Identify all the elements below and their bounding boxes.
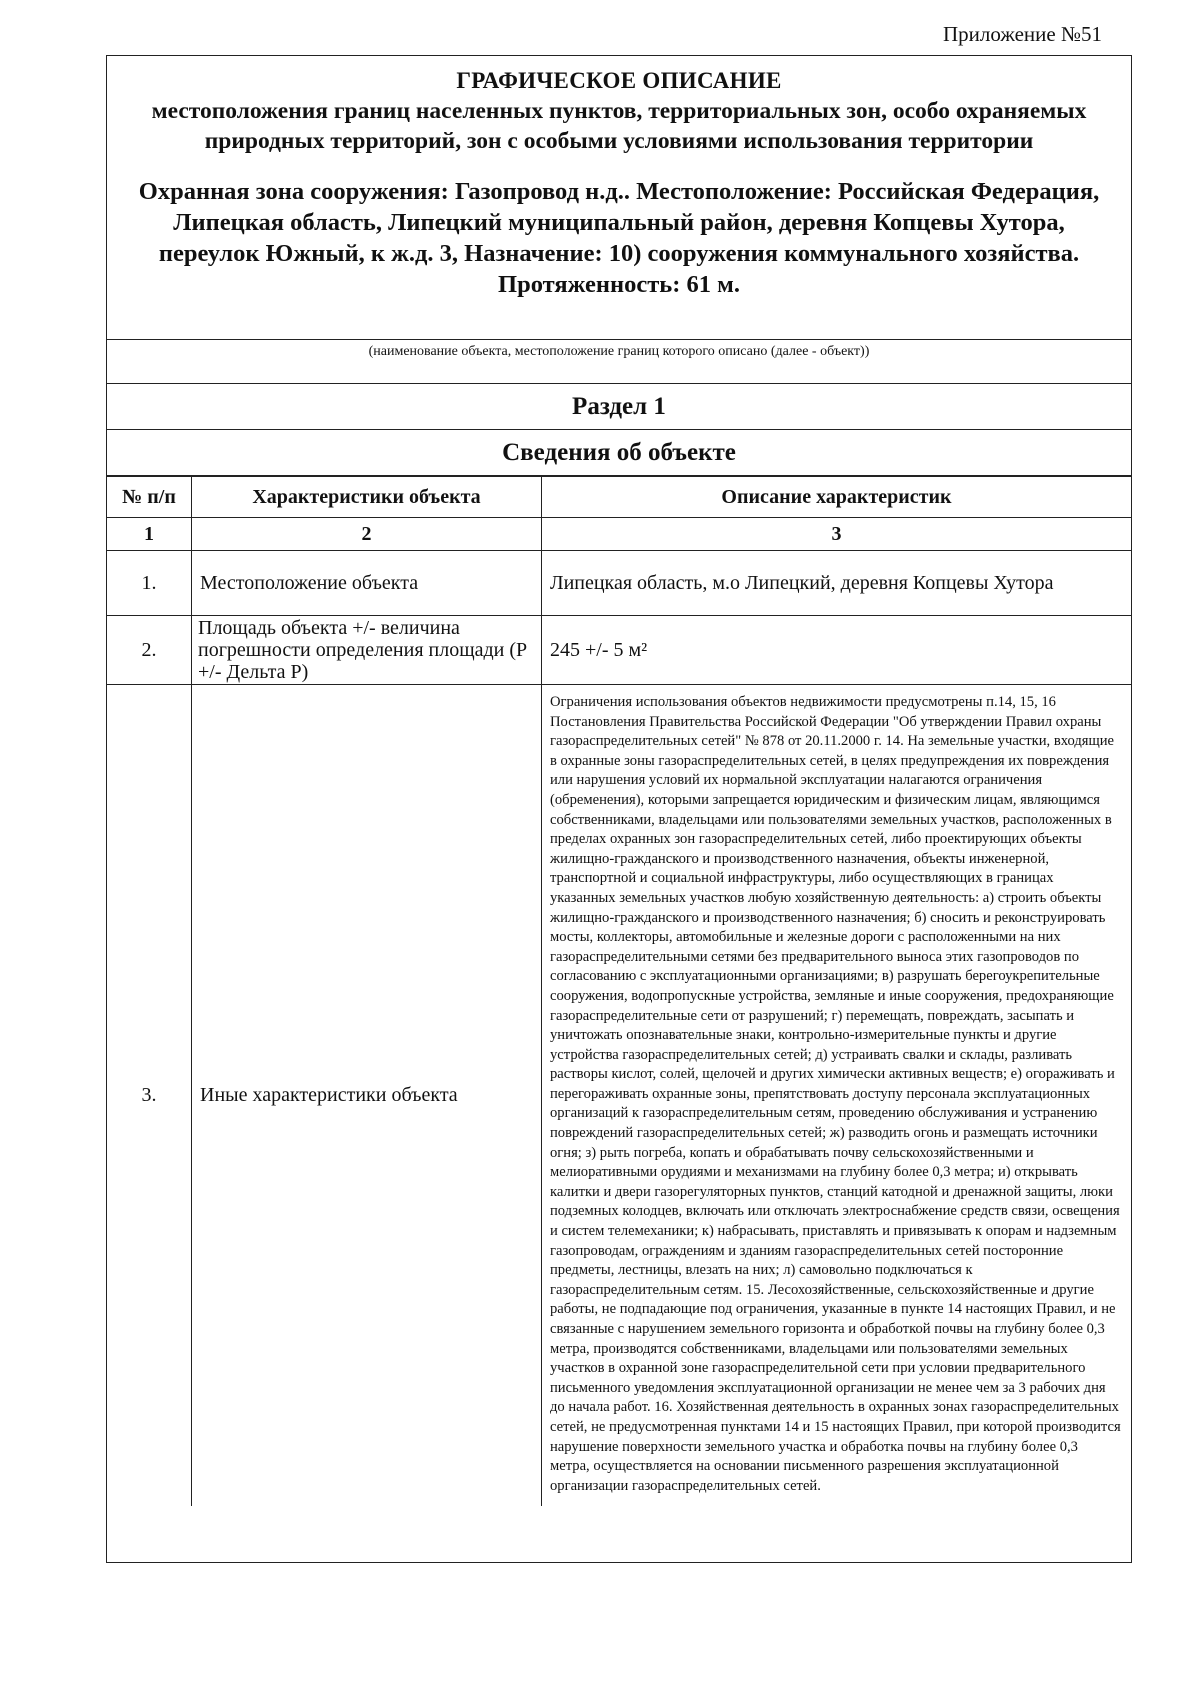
row-characteristic: Иные характеристики объекта [200, 1084, 458, 1107]
section-subtitle: Сведения об объекте [107, 430, 1131, 476]
document-title: ГРАФИЧЕСКОЕ ОПИСАНИЕ [456, 68, 782, 93]
object-caption: (наименование объекта, местоположение границ которого описано (далее - объект)) [107, 340, 1131, 384]
row-number: 3. [107, 685, 192, 1507]
header-number: № п/п [107, 477, 192, 518]
table-row [107, 616, 1131, 685]
document-subtitle: местоположения границ населенных пунктов, территориальных зон, особо охраняемых природных территорий, зон с особыми условиями использования территории [151, 98, 1087, 154]
table-header-row [107, 477, 1131, 518]
row-characteristic: Площадь объекта +/- величина погрешности определения площади (P +/- Дельта P) [198, 617, 527, 683]
header-description: Описание характеристик [542, 477, 1132, 518]
row-characteristic: Местоположение объекта [200, 571, 419, 594]
row-value: 245 +/- 5 м² [550, 638, 648, 661]
table-column-numbers [107, 518, 1131, 551]
header-characteristic: Характеристики объекта [192, 477, 542, 518]
column-number-1: 1 [107, 518, 192, 551]
column-number-2: 2 [192, 518, 542, 551]
document-header [107, 56, 1131, 340]
characteristics-table [107, 476, 1131, 1506]
table-row [107, 685, 1131, 1507]
row-number: 2. [107, 616, 192, 685]
section-title: Раздел 1 [107, 384, 1131, 430]
row-value: Ограничения использования объектов недвижимости предусмотрены п.14, 15, 16 Постановления Правительства Российской Федерации "Об утверждении Правил охраны газораспределительных сетей" № 878 от 20.11.2000 г. 14. На земельные участки, входящие в охранные зоны газораспределительных сетей, в целях предупреждения их повреждения или нарушения условий их нормальной эксплуатации налагаются ограничения (обременения), которыми запрещается юридическим и физическим лицам, являющимся собственниками, владельцами или пользователями земельных участков, расположенных в пределах охранных зон газораспределительных сетей, либо проектирующих объекты жилищно-гражданского и производственного назначения, объекты инженерной, транспортной и социальной инфраструктуры, либо осуществляющих в границах указанных земельных участков любую хозяйственную деятельность: а) строить объекты жилищно-гражданского и производственного назначения; б) сносить и реконструировать мосты, коллекторы, автомобильные и железные дороги с расположенными на них газораспределительными сетями без предварительного выноса этих газопроводов по согласованию с эксплуатационными организациями; в) разрушать берегоукрепительные сооружения, водопропускные устройства, земляные и иные сооружения, предохраняющие газораспределительные сети от разрушений; г) перемещать, повреждать, засыпать и уничтожать опознавательные знаки, контрольно-измерительные пункты и другие устройства газораспределительных сетей; д) устраивать свалки и склады, разливать растворы кислот, солей, щелочей и других химически активных веществ; е) огораживать и перегораживать охранные зоны, препятствовать доступу персонала эксплуатационных организаций к газораспределительным сетям, проведению обслуживания и устранению повреждений газораспределительных сетей; ж) разводить огонь и размещать источники огня; з) рыть погреба, копать и обрабатывать почву сельскохозяйственными и мелиоративными орудиями и механизмами на глубину более 0,3 метра; и) открывать калитки и двери газорегуляторных пунктов, станций катодной и дренажной защиты, люки подземных колодцев, включать или отключать электроснабжение средств связи, освещения и систем телемеханики; к) набрасывать, приставлять и привязывать к опорам и надземным газопроводам, ограждениям и зданиям газораспределительных сетей посторонние предметы, лестницы, влезать на них; л) самовольно подключаться к газораспределительным сетям. 15. Лесохозяйственные, сельскохозяйственные и другие работы, не подпадающие под ограничения, указанные в пункте 14 настоящих Правил, и не связанные с нарушением земельного горизонта и обработкой почвы на глубину более 0,3 метра, производятся собственниками, владельцами или пользователями земельных участков в охранной зоне газораспределительной сети при условии предварительного письменного уведомления эксплуатационной организации не менее чем за 3 рабочих дня до начала работ. 16. Хозяйственная деятельность в охранных зонах газораспределительных сетей, не предусмотренная пунктами 14 и 15 настоящих Правил, при которой производится нарушение поверхности земельного участка и обработка почвы на глубину более 0,3 метра, осуществляется на основании письменного разрешения эксплуатационной организации газораспределительных сетей. [550, 694, 1121, 1494]
table-row [107, 551, 1131, 616]
object-name: Охранная зона сооружения: Газопровод н.д.. Местоположение: Российская Федерация, Липецкая область, Липецкий муниципальный район, деревня Копцевы Хутора, переулок Южный, к ж.д. 3, Назначение: 10) сооружения коммунального хозяйства. Протяженность: 61 м. [138, 178, 1100, 298]
row-value: Липецкая область, м.о Липецкий, деревня Копцевы Хутора [550, 571, 1054, 594]
document-frame [106, 55, 1132, 1563]
column-number-3: 3 [542, 518, 1132, 551]
row-number: 1. [107, 551, 192, 616]
appendix-number: Приложение №51 [943, 22, 1102, 46]
